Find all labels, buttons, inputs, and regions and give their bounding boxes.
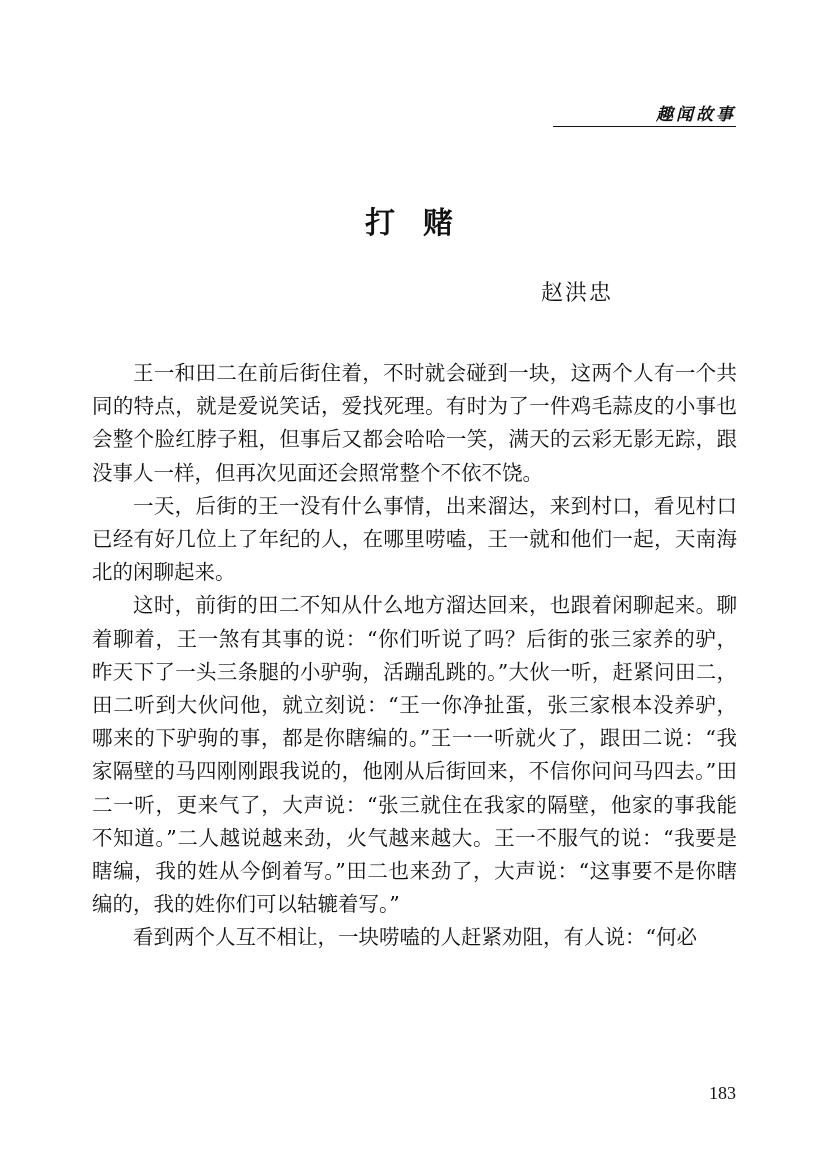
article-body [92, 357, 737, 955]
article-author: 赵洪忠 [541, 281, 614, 306]
article-title: 打赌 [365, 206, 481, 241]
paragraph: 一天，后街的王一没有什么事情，出来溜达，来到村口，看见村口已经有好几位上了年纪的人，在哪里唠嗑，王一就和他们一起，天南海北的闲聊起来。 [92, 493, 737, 585]
paragraph: 王一和田二在前后街住着，不时就会碰到一块，这两个人有一个共同的特点，就是爱说笑话，爱找死理。有时为了一件鸡毛蒜皮的小事也会整个脸红脖子粗，但事后又都会哈哈一笑，满天的云彩无影无踪，跟没事人一样，但再次见面还会照常整个不依不饶。 [92, 361, 737, 485]
header-rule [553, 126, 736, 127]
paragraph: 看到两个人互不相让，一块唠嗑的人赶紧劝阻，有人说：“何必 [133, 925, 697, 950]
paragraph: 这时，前街的田二不知从什么地方溜达回来，也跟着闲聊起来。聊着聊着，王一煞有其事的说：“你们听说了吗？后街的张三家养的驴，昨天下了一头三条腿的小驴驹，活蹦乱跳的。”大伙一听，赶紧问田二，田二听到大伙问他，就立刻说：“王一你净扯蛋，张三家根本没养驴，哪来的下驴驹的事，都是你瞎编的。”王一一听就火了，跟田二说：“我家隔壁的马四刚刚跟我说的，他刚从后街回来，不信你问问马四去。”田二一听，更来气了，大声说：“张三就住在我家的隔壁，他家的事我能不知道。”二人越说越来劲，火气越来越大。王一不服气的说：“我要是瞎编，我的姓从今倒着写。”田二也来劲了，大声说：“这事要不是你瞎编的，我的姓你们可以轱辘着写。” [92, 593, 737, 917]
page-number: 183 [709, 1083, 736, 1103]
section-header: 趣闻故事 [656, 105, 736, 125]
